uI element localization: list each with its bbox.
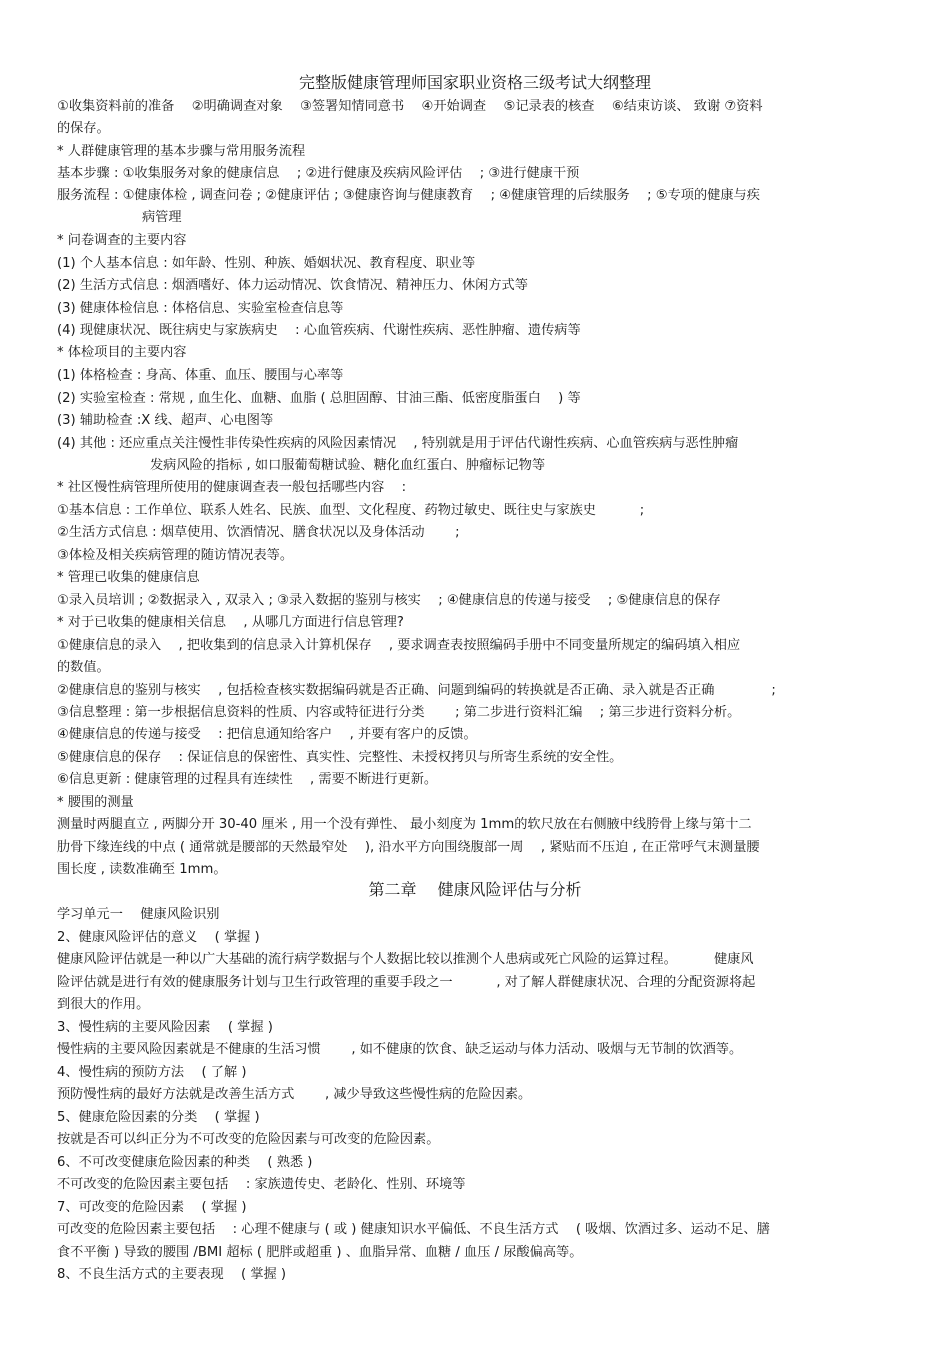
section-heading: * 社区慢性病管理所使用的健康调查表一般包括哪些内容 : [57, 480, 407, 495]
text-line: 的数值。 [57, 660, 110, 675]
section-heading: * 对于已收集的健康相关信息 , 从哪几方面进行信息管理? [57, 615, 404, 630]
text-line: 发病风险的指标 , 如口服葡萄糖试验、糖化血红蛋白、肿瘤标记物等 [150, 458, 546, 473]
text-line: ②健康信息的鉴别与核实 , 包括检查核实数据编码就是否正确、问题到编码的转换就是否正确、录入就是否正确 ; [57, 683, 776, 698]
text-line: 慢性病的主要风险因素就是不健康的生活习惯 , 如不健康的饮食、缺乏运动与体力活动、吸烟与无节制的饮酒等。 [57, 1042, 743, 1057]
text-line: ⑥信息更新 : 健康管理的过程具有连续性 , 需要不断进行更新。 [57, 772, 438, 787]
item-heading: 7、可改变的危险因素 ( 掌握 ) [57, 1200, 247, 1215]
item-heading: 5、健康危险因素的分类 ( 掌握 ) [57, 1110, 260, 1125]
text-line: ③信息整理 : 第一步根据信息资料的性质、内容或特征进行分类 ; 第二步进行资料汇编 ; 第三步进行资料分析。 [57, 705, 741, 720]
section-heading: * 体检项目的主要内容 [57, 345, 187, 360]
section-heading: * 腰围的测量 [57, 795, 134, 810]
section-heading: * 人群健康管理的基本步骤与常用服务流程 [57, 144, 306, 159]
section-heading: * 问卷调查的主要内容 [57, 233, 187, 248]
text-line: 肋骨下缘连线的中点 ( 通常就是腰部的天然最窄处 ), 沿水平方向围绕腹部一周 , 紧贴而不压迫 , 在正常呼气末测量腰 [57, 840, 760, 855]
text-line: ①录入员培训 ; ②数据录入 , 双录入 ; ③录入数据的鉴别与核实 ; ④健康信息的传递与接受 ; ⑤健康信息的保存 [57, 593, 721, 608]
text-line: 服务流程 : ①健康体检 , 调查问卷 ; ②健康评估 ; ③健康咨询与健康教育 ; ④健康管理的后续服务 ; ⑤专项的健康与疾 [57, 188, 760, 203]
text-line: ⑤健康信息的保存 : 保证信息的保密性、真实性、完整性、未授权拷贝与所寄生系统的安全性。 [57, 750, 623, 765]
section-heading: * 管理已收集的健康信息 [57, 570, 200, 585]
item-heading: 4、慢性病的预防方法 ( 了解 ) [57, 1065, 247, 1080]
text-line: ①基本信息 : 工作单位、联系人姓名、民族、血型、文化程度、药物过敏史、既往史与家族史 ; [57, 503, 645, 518]
text-line: 食不平衡 ) 导致的腰围 /BMI 超标 ( 肥胖或超重 ) 、血脂异常、血糖 / 血压 / 尿酸偏高等。 [57, 1245, 583, 1260]
text-line: (2) 实验室检查 : 常规 , 血生化、血糖、血脂 ( 总胆固醇、甘油三酯、低密度脂蛋白 ) 等 [57, 391, 581, 406]
text-line: (4) 现健康状况、既往病史与家族病史 : 心血管疾病、代谢性疾病、恶性肿瘤、遗传病等 [57, 323, 581, 338]
text-line: 预防慢性病的最好方法就是改善生活方式 , 减少导致这些慢性病的危险因素。 [57, 1087, 532, 1102]
text-line: ②生活方式信息 : 烟草使用、饮酒情况、膳食状况以及身体活动 ; [57, 525, 460, 540]
text-line: 测量时两腿直立 , 两脚分开 30-40 厘米 , 用一个没有弹性、 最小刻度为 1mm的软尺放在右侧腋中线胯骨上缘与第十二 [57, 817, 752, 832]
text-line: 按就是否可以纠正分为不可改变的危险因素与可改变的危险因素。 [57, 1132, 440, 1147]
text-line: 健康风险评估就是一种以广大基础的流行病学数据与个人数据比较以推测个人患病或死亡风险的运算过程。 健康风 [57, 952, 754, 967]
text-line: (2) 生活方式信息 : 烟酒嗜好、体力运动情况、饮食情况、精神压力、休闲方式等 [57, 278, 528, 293]
item-heading: 3、慢性病的主要风险因素 ( 掌握 ) [57, 1020, 273, 1035]
text-line: 基本步骤 : ①收集服务对象的健康信息 ; ②进行健康及疾病风险评估 ; ③进行健康干预 [57, 166, 580, 181]
text-line: (1) 个人基本信息 : 如年龄、性别、种族、婚姻状况、教育程度、职业等 [57, 256, 476, 271]
text-line: 险评估就是进行有效的健康服务计划与卫生行政管理的重要手段之一 , 对了解人群健康状况、合理的分配资源将起 [57, 975, 756, 990]
item-heading: 2、健康风险评估的意义 ( 掌握 ) [57, 930, 260, 945]
chapter-heading: 第二章 健康风险评估与分析 [368, 880, 582, 899]
text-line: 不可改变的危险因素主要包括 : 家族遗传史、老龄化、性别、环境等 [57, 1177, 466, 1192]
text-line: ④健康信息的传递与接受 : 把信息通知给客户 , 并要有客户的反馈。 [57, 727, 477, 742]
text-line: ①收集资料前的准备 ②明确调查对象 ③签署知情同意书 ④开始调查 ⑤记录表的核查 ⑥结束访谈、 致谢 ⑦资料 [57, 99, 763, 114]
unit-heading: 学习单元一 健康风险识别 [57, 907, 220, 922]
text-line: (1) 体格检查 : 身高、体重、血压、腰围与心率等 [57, 368, 344, 383]
text-line: ③体检及相关疾病管理的随访情况表等。 [57, 548, 294, 563]
item-heading: 8、不良生活方式的主要表现 ( 掌握 ) [57, 1267, 287, 1282]
text-line: ①健康信息的录入 , 把收集到的信息录入计算机保存 , 要求调查表按照编码手册中不同变量所规定的编码填入相应 [57, 638, 741, 653]
item-heading: 6、不可改变健康危险因素的种类 ( 熟悉 ) [57, 1155, 313, 1170]
text-line: 到很大的作用。 [57, 997, 150, 1012]
text-line: (4) 其他 : 还应重点关注慢性非传染性疾病的风险因素情况 , 特别就是用于评估代谢性疾病、心血管疾病与恶性肿瘤 [57, 436, 739, 451]
text-line: 围长度 , 读数准确至 1mm。 [57, 862, 227, 877]
text-line: 的保存。 [57, 121, 110, 136]
text-line: (3) 辅助检查 :X 线、超声、心电图等 [57, 413, 274, 428]
document-title: 完整版健康管理师国家职业资格三级考试大纲整理 [298, 73, 651, 92]
text-line: 可改变的危险因素主要包括 : 心理不健康与 ( 或 ) 健康知识水平偏低、不良生活方式 ( 吸烟、饮酒过多、运动不足、膳 [57, 1222, 770, 1237]
text-line: 病管理 [142, 210, 182, 225]
text-line: (3) 健康体检信息 : 体格信息、实验室检查信息等 [57, 301, 344, 316]
